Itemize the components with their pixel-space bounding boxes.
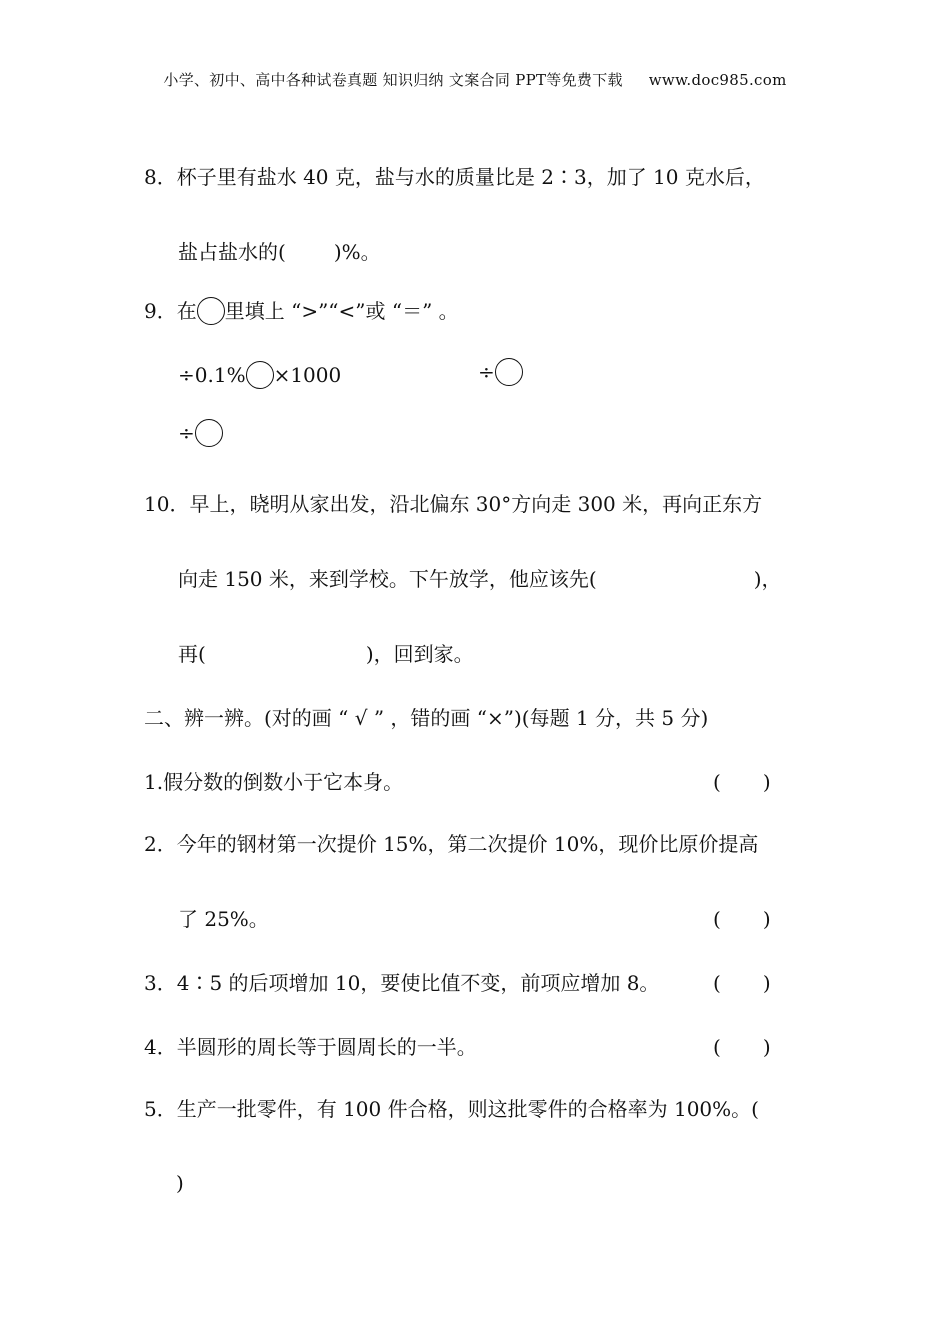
answer-paren-3[interactable] (713, 971, 771, 995)
q9-r1c: ÷ (478, 360, 495, 384)
q9-text-a: 9．在 (144, 299, 197, 323)
q9-r2: ÷ (178, 421, 195, 445)
paren-open: ( (713, 907, 721, 931)
judge-q2-line2: 了 25%。 (178, 907, 269, 931)
paren-open: ( (713, 1035, 721, 1059)
judge-q5: 5．生产一批零件，有 100 件合格，则这批零件的合格率为 100%。( (144, 1097, 759, 1121)
q10-line3-end: )，回到家。 (365, 642, 474, 666)
q9-r1b: ×1000 (273, 363, 342, 387)
paren-open: ( (713, 971, 721, 995)
q9-text-b: 里填上 “>”“<”或 “＝” 。 (224, 299, 459, 323)
page-header (0, 69, 950, 90)
q10-line3 (178, 642, 474, 666)
circle-blank-icon[interactable] (246, 361, 274, 389)
circle-blank-icon[interactable] (195, 419, 223, 447)
judge-q4: 4．半圆形的周长等于圆周长的一半。 (144, 1035, 477, 1059)
q8-line1: 8．杯子里有盐水 40 克，盐与水的质量比是 2∶3，加了 10 克水后， (144, 165, 765, 189)
paren-close: ) (762, 1035, 771, 1059)
q9-instruction (144, 297, 459, 325)
answer-paren-4[interactable] (713, 1035, 771, 1059)
q9-r1a: ÷0.1% (178, 363, 246, 387)
q8-line2-start: 盐占盐水的( (178, 240, 286, 264)
header-text: 小学、初中、高中各种试卷真题 知识归纳 文案合同 PPT等免费下载 (163, 71, 623, 89)
circle-blank-icon (197, 297, 225, 325)
q8-line2 (178, 240, 381, 264)
paren-open: ( (713, 770, 721, 794)
judge-q3: 3．4∶5 的后项增加 10，要使比值不变，前项应增加 8。 (144, 971, 660, 995)
judge-q1: 1.假分数的倒数小于它本身。 (144, 770, 404, 794)
header-site: www.doc985.com (648, 71, 787, 89)
q8-line2-end: )%。 (333, 240, 381, 264)
paren-close: ) (762, 770, 771, 794)
paren-close: ) (762, 907, 771, 931)
q10-line2-start: 向走 150 米，来到学校。下午放学，他应该先( (178, 567, 597, 591)
paren-close: ) (762, 971, 771, 995)
section2-title: 二、辨一辨。(对的画 “ √ ” ，错的画 “×”)(每题 1 分，共 5 分) (144, 706, 709, 730)
q10-line3-start: 再( (178, 642, 206, 666)
q10-line1: 10．早上，晓明从家出发，沿北偏东 30°方向走 300 米，再向正东方 (144, 492, 763, 516)
q9-row2 (178, 419, 223, 447)
judge-q2-line1: 2．今年的钢材第一次提价 15%，第二次提价 10%，现价比原价提高 (144, 832, 759, 856)
q10-line2-end: )， (753, 567, 782, 591)
q9-row1-left (178, 361, 341, 389)
judge-q5-close-paren: ) (176, 1171, 184, 1195)
answer-paren-2[interactable] (713, 907, 771, 931)
q10-line2 (178, 567, 782, 591)
answer-paren-1[interactable] (713, 770, 771, 794)
q9-row1-right (478, 358, 523, 386)
circle-blank-icon[interactable] (495, 358, 523, 386)
